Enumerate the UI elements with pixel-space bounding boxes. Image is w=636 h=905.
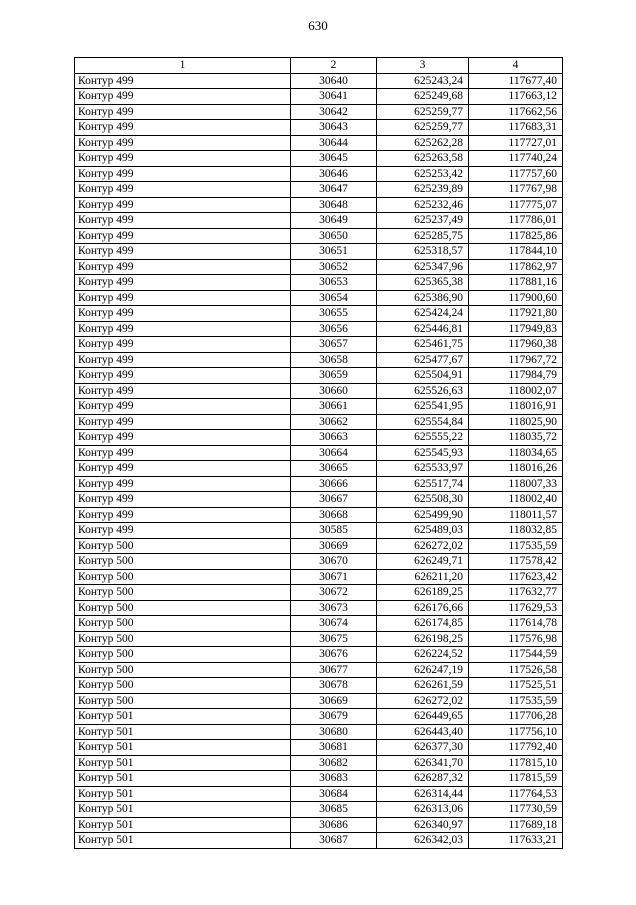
column-header-1: 1 bbox=[75, 58, 291, 74]
table-row bbox=[75, 368, 563, 384]
contour-name-cell: Контур 500 bbox=[75, 569, 291, 585]
y-coordinate-cell: 117767,98 bbox=[469, 182, 563, 198]
x-coordinate-cell: 626198,25 bbox=[377, 631, 469, 647]
table-row bbox=[75, 600, 563, 616]
x-coordinate-cell: 626189,25 bbox=[377, 585, 469, 601]
x-coordinate-cell: 626272,02 bbox=[377, 693, 469, 709]
y-coordinate-cell: 117535,59 bbox=[469, 538, 563, 554]
x-coordinate-cell: 625262,28 bbox=[377, 135, 469, 151]
table-row bbox=[75, 337, 563, 353]
x-coordinate-cell: 625232,46 bbox=[377, 197, 469, 213]
contour-name-cell: Контур 499 bbox=[75, 352, 291, 368]
x-coordinate-cell: 626247,19 bbox=[377, 662, 469, 678]
coordinates-table bbox=[74, 57, 563, 849]
x-coordinate-cell: 625545,93 bbox=[377, 445, 469, 461]
point-number-cell: 30663 bbox=[291, 430, 377, 446]
x-coordinate-cell: 626176,66 bbox=[377, 600, 469, 616]
table-body bbox=[75, 73, 563, 848]
contour-name-cell: Контур 499 bbox=[75, 290, 291, 306]
point-number-cell: 30682 bbox=[291, 755, 377, 771]
contour-name-cell: Контур 501 bbox=[75, 709, 291, 725]
y-coordinate-cell: 117900,60 bbox=[469, 290, 563, 306]
contour-name-cell: Контур 499 bbox=[75, 166, 291, 182]
contour-name-cell: Контур 499 bbox=[75, 445, 291, 461]
y-coordinate-cell: 118025,90 bbox=[469, 414, 563, 430]
y-coordinate-cell: 117623,42 bbox=[469, 569, 563, 585]
table-row bbox=[75, 290, 563, 306]
x-coordinate-cell: 626313,06 bbox=[377, 802, 469, 818]
point-number-cell: 30684 bbox=[291, 786, 377, 802]
table-row bbox=[75, 399, 563, 415]
y-coordinate-cell: 117535,59 bbox=[469, 693, 563, 709]
column-header-3: 3 bbox=[377, 58, 469, 74]
point-number-cell: 30660 bbox=[291, 383, 377, 399]
contour-name-cell: Контур 499 bbox=[75, 507, 291, 523]
x-coordinate-cell: 626342,03 bbox=[377, 833, 469, 849]
contour-name-cell: Контур 500 bbox=[75, 554, 291, 570]
x-coordinate-cell: 625508,30 bbox=[377, 492, 469, 508]
x-coordinate-cell: 626261,59 bbox=[377, 678, 469, 694]
contour-name-cell: Контур 501 bbox=[75, 802, 291, 818]
point-number-cell: 30651 bbox=[291, 244, 377, 260]
contour-name-cell: Контур 499 bbox=[75, 492, 291, 508]
y-coordinate-cell: 117683,31 bbox=[469, 120, 563, 136]
table-row bbox=[75, 166, 563, 182]
table-row bbox=[75, 306, 563, 322]
y-coordinate-cell: 117614,78 bbox=[469, 616, 563, 632]
point-number-cell: 30686 bbox=[291, 817, 377, 833]
x-coordinate-cell: 625489,03 bbox=[377, 523, 469, 539]
page-number: 630 bbox=[308, 18, 328, 33]
point-number-cell: 30687 bbox=[291, 833, 377, 849]
point-number-cell: 30655 bbox=[291, 306, 377, 322]
contour-name-cell: Контур 499 bbox=[75, 523, 291, 539]
table-row bbox=[75, 740, 563, 756]
x-coordinate-cell: 625517,74 bbox=[377, 476, 469, 492]
x-coordinate-cell: 625526,63 bbox=[377, 383, 469, 399]
table-header-row bbox=[75, 58, 563, 74]
table-row bbox=[75, 151, 563, 167]
x-coordinate-cell: 626287,32 bbox=[377, 771, 469, 787]
contour-name-cell: Контур 499 bbox=[75, 73, 291, 89]
contour-name-cell: Контур 501 bbox=[75, 724, 291, 740]
table-row bbox=[75, 833, 563, 849]
table-row bbox=[75, 786, 563, 802]
point-number-cell: 30675 bbox=[291, 631, 377, 647]
contour-name-cell: Контур 499 bbox=[75, 135, 291, 151]
x-coordinate-cell: 626341,70 bbox=[377, 755, 469, 771]
y-coordinate-cell: 117949,83 bbox=[469, 321, 563, 337]
x-coordinate-cell: 625499,90 bbox=[377, 507, 469, 523]
point-number-cell: 30641 bbox=[291, 89, 377, 105]
x-coordinate-cell: 625541,95 bbox=[377, 399, 469, 415]
point-number-cell: 30664 bbox=[291, 445, 377, 461]
contour-name-cell: Контур 499 bbox=[75, 228, 291, 244]
contour-name-cell: Контур 499 bbox=[75, 197, 291, 213]
table-row bbox=[75, 259, 563, 275]
table-row bbox=[75, 182, 563, 198]
contour-name-cell: Контур 499 bbox=[75, 461, 291, 477]
y-coordinate-cell: 117633,21 bbox=[469, 833, 563, 849]
table-row bbox=[75, 771, 563, 787]
x-coordinate-cell: 625424,24 bbox=[377, 306, 469, 322]
y-coordinate-cell: 117786,01 bbox=[469, 213, 563, 229]
point-number-cell: 30657 bbox=[291, 337, 377, 353]
table-row bbox=[75, 89, 563, 105]
x-coordinate-cell: 625285,75 bbox=[377, 228, 469, 244]
point-number-cell: 30640 bbox=[291, 73, 377, 89]
x-coordinate-cell: 626272,02 bbox=[377, 538, 469, 554]
x-coordinate-cell: 625237,49 bbox=[377, 213, 469, 229]
table-row bbox=[75, 120, 563, 136]
y-coordinate-cell: 118032,85 bbox=[469, 523, 563, 539]
x-coordinate-cell: 625259,77 bbox=[377, 120, 469, 136]
contour-name-cell: Контур 500 bbox=[75, 585, 291, 601]
y-coordinate-cell: 118002,07 bbox=[469, 383, 563, 399]
contour-name-cell: Контур 499 bbox=[75, 399, 291, 415]
table-row bbox=[75, 538, 563, 554]
table-row bbox=[75, 678, 563, 694]
x-coordinate-cell: 626377,30 bbox=[377, 740, 469, 756]
y-coordinate-cell: 117960,38 bbox=[469, 337, 563, 353]
x-coordinate-cell: 626314,44 bbox=[377, 786, 469, 802]
contour-name-cell: Контур 501 bbox=[75, 771, 291, 787]
table-row bbox=[75, 461, 563, 477]
point-number-cell: 30680 bbox=[291, 724, 377, 740]
point-number-cell: 30647 bbox=[291, 182, 377, 198]
contour-name-cell: Контур 500 bbox=[75, 647, 291, 663]
contour-name-cell: Контур 499 bbox=[75, 476, 291, 492]
point-number-cell: 30670 bbox=[291, 554, 377, 570]
contour-name-cell: Контур 499 bbox=[75, 321, 291, 337]
table-row bbox=[75, 662, 563, 678]
table-row bbox=[75, 414, 563, 430]
x-coordinate-cell: 626249,71 bbox=[377, 554, 469, 570]
table-row bbox=[75, 554, 563, 570]
contour-name-cell: Контур 501 bbox=[75, 817, 291, 833]
contour-name-cell: Контур 499 bbox=[75, 337, 291, 353]
y-coordinate-cell: 117576,98 bbox=[469, 631, 563, 647]
contour-name-cell: Контур 499 bbox=[75, 383, 291, 399]
contour-name-cell: Контур 499 bbox=[75, 89, 291, 105]
point-number-cell: 30665 bbox=[291, 461, 377, 477]
contour-name-cell: Контур 501 bbox=[75, 786, 291, 802]
y-coordinate-cell: 117757,60 bbox=[469, 166, 563, 182]
table-row bbox=[75, 321, 563, 337]
table-row bbox=[75, 647, 563, 663]
point-number-cell: 30656 bbox=[291, 321, 377, 337]
point-number-cell: 30669 bbox=[291, 538, 377, 554]
contour-name-cell: Контур 499 bbox=[75, 120, 291, 136]
table-row bbox=[75, 228, 563, 244]
x-coordinate-cell: 625263,58 bbox=[377, 151, 469, 167]
column-header-2: 2 bbox=[291, 58, 377, 74]
contour-name-cell: Контур 500 bbox=[75, 662, 291, 678]
x-coordinate-cell: 625253,42 bbox=[377, 166, 469, 182]
contour-name-cell: Контур 499 bbox=[75, 104, 291, 120]
x-coordinate-cell: 625554,84 bbox=[377, 414, 469, 430]
y-coordinate-cell: 117727,01 bbox=[469, 135, 563, 151]
table-row bbox=[75, 244, 563, 260]
y-coordinate-cell: 117792,40 bbox=[469, 740, 563, 756]
table-row bbox=[75, 616, 563, 632]
contour-name-cell: Контур 499 bbox=[75, 275, 291, 291]
table-row bbox=[75, 430, 563, 446]
table-row bbox=[75, 755, 563, 771]
contour-name-cell: Контур 500 bbox=[75, 616, 291, 632]
x-coordinate-cell: 626174,85 bbox=[377, 616, 469, 632]
point-number-cell: 30667 bbox=[291, 492, 377, 508]
table-row bbox=[75, 507, 563, 523]
table-row bbox=[75, 135, 563, 151]
y-coordinate-cell: 117740,24 bbox=[469, 151, 563, 167]
y-coordinate-cell: 117862,97 bbox=[469, 259, 563, 275]
point-number-cell: 30643 bbox=[291, 120, 377, 136]
contour-name-cell: Контур 499 bbox=[75, 259, 291, 275]
column-header-4: 4 bbox=[469, 58, 563, 74]
y-coordinate-cell: 117663,12 bbox=[469, 89, 563, 105]
x-coordinate-cell: 626340,97 bbox=[377, 817, 469, 833]
table-row bbox=[75, 383, 563, 399]
point-number-cell: 30649 bbox=[291, 213, 377, 229]
table-row bbox=[75, 492, 563, 508]
table-row bbox=[75, 802, 563, 818]
table-row bbox=[75, 476, 563, 492]
table-row bbox=[75, 197, 563, 213]
table-row bbox=[75, 817, 563, 833]
y-coordinate-cell: 117730,59 bbox=[469, 802, 563, 818]
point-number-cell: 30671 bbox=[291, 569, 377, 585]
table-row bbox=[75, 523, 563, 539]
point-number-cell: 30681 bbox=[291, 740, 377, 756]
contour-name-cell: Контур 500 bbox=[75, 600, 291, 616]
table-row bbox=[75, 104, 563, 120]
x-coordinate-cell: 625239,89 bbox=[377, 182, 469, 198]
y-coordinate-cell: 118011,57 bbox=[469, 507, 563, 523]
contour-name-cell: Контур 499 bbox=[75, 414, 291, 430]
y-coordinate-cell: 117526,58 bbox=[469, 662, 563, 678]
y-coordinate-cell: 117662,56 bbox=[469, 104, 563, 120]
y-coordinate-cell: 118016,91 bbox=[469, 399, 563, 415]
y-coordinate-cell: 117844,10 bbox=[469, 244, 563, 260]
x-coordinate-cell: 625347,96 bbox=[377, 259, 469, 275]
point-number-cell: 30654 bbox=[291, 290, 377, 306]
y-coordinate-cell: 117815,10 bbox=[469, 755, 563, 771]
point-number-cell: 30676 bbox=[291, 647, 377, 663]
point-number-cell: 30683 bbox=[291, 771, 377, 787]
x-coordinate-cell: 625243,24 bbox=[377, 73, 469, 89]
point-number-cell: 30653 bbox=[291, 275, 377, 291]
table-row bbox=[75, 569, 563, 585]
y-coordinate-cell: 118035,72 bbox=[469, 430, 563, 446]
table-row bbox=[75, 445, 563, 461]
y-coordinate-cell: 117677,40 bbox=[469, 73, 563, 89]
point-number-cell: 30585 bbox=[291, 523, 377, 539]
y-coordinate-cell: 117967,72 bbox=[469, 352, 563, 368]
point-number-cell: 30645 bbox=[291, 151, 377, 167]
point-number-cell: 30674 bbox=[291, 616, 377, 632]
x-coordinate-cell: 625555,22 bbox=[377, 430, 469, 446]
x-coordinate-cell: 626443,40 bbox=[377, 724, 469, 740]
point-number-cell: 30679 bbox=[291, 709, 377, 725]
point-number-cell: 30685 bbox=[291, 802, 377, 818]
contour-name-cell: Контур 500 bbox=[75, 631, 291, 647]
point-number-cell: 30650 bbox=[291, 228, 377, 244]
table-row bbox=[75, 724, 563, 740]
y-coordinate-cell: 117632,77 bbox=[469, 585, 563, 601]
table-row bbox=[75, 275, 563, 291]
table-row bbox=[75, 693, 563, 709]
point-number-cell: 30661 bbox=[291, 399, 377, 415]
x-coordinate-cell: 625318,57 bbox=[377, 244, 469, 260]
table-row bbox=[75, 73, 563, 89]
point-number-cell: 30652 bbox=[291, 259, 377, 275]
x-coordinate-cell: 625477,67 bbox=[377, 352, 469, 368]
y-coordinate-cell: 117706,28 bbox=[469, 709, 563, 725]
x-coordinate-cell: 625386,90 bbox=[377, 290, 469, 306]
contour-name-cell: Контур 501 bbox=[75, 833, 291, 849]
contour-name-cell: Контур 500 bbox=[75, 538, 291, 554]
point-number-cell: 30668 bbox=[291, 507, 377, 523]
contour-name-cell: Контур 500 bbox=[75, 678, 291, 694]
contour-name-cell: Контур 499 bbox=[75, 306, 291, 322]
point-number-cell: 30648 bbox=[291, 197, 377, 213]
point-number-cell: 30646 bbox=[291, 166, 377, 182]
x-coordinate-cell: 626224,52 bbox=[377, 647, 469, 663]
point-number-cell: 30677 bbox=[291, 662, 377, 678]
point-number-cell: 30642 bbox=[291, 104, 377, 120]
y-coordinate-cell: 117815,59 bbox=[469, 771, 563, 787]
point-number-cell: 30644 bbox=[291, 135, 377, 151]
y-coordinate-cell: 117881,16 bbox=[469, 275, 563, 291]
y-coordinate-cell: 117764,53 bbox=[469, 786, 563, 802]
table-row bbox=[75, 709, 563, 725]
x-coordinate-cell: 625461,75 bbox=[377, 337, 469, 353]
contour-name-cell: Контур 500 bbox=[75, 693, 291, 709]
y-coordinate-cell: 117525,51 bbox=[469, 678, 563, 694]
point-number-cell: 30678 bbox=[291, 678, 377, 694]
x-coordinate-cell: 625259,77 bbox=[377, 104, 469, 120]
x-coordinate-cell: 626211,20 bbox=[377, 569, 469, 585]
y-coordinate-cell: 117578,42 bbox=[469, 554, 563, 570]
contour-name-cell: Контур 501 bbox=[75, 740, 291, 756]
point-number-cell: 30666 bbox=[291, 476, 377, 492]
y-coordinate-cell: 118007,33 bbox=[469, 476, 563, 492]
y-coordinate-cell: 117921,80 bbox=[469, 306, 563, 322]
x-coordinate-cell: 625249,68 bbox=[377, 89, 469, 105]
y-coordinate-cell: 117689,18 bbox=[469, 817, 563, 833]
contour-name-cell: Контур 499 bbox=[75, 430, 291, 446]
contour-name-cell: Контур 499 bbox=[75, 244, 291, 260]
point-number-cell: 30673 bbox=[291, 600, 377, 616]
table-row bbox=[75, 585, 563, 601]
x-coordinate-cell: 625365,38 bbox=[377, 275, 469, 291]
y-coordinate-cell: 118034,65 bbox=[469, 445, 563, 461]
contour-name-cell: Контур 499 bbox=[75, 151, 291, 167]
y-coordinate-cell: 117756,10 bbox=[469, 724, 563, 740]
y-coordinate-cell: 117775,07 bbox=[469, 197, 563, 213]
y-coordinate-cell: 118002,40 bbox=[469, 492, 563, 508]
point-number-cell: 30659 bbox=[291, 368, 377, 384]
point-number-cell: 30658 bbox=[291, 352, 377, 368]
contour-name-cell: Контур 499 bbox=[75, 213, 291, 229]
table-row bbox=[75, 213, 563, 229]
y-coordinate-cell: 117629,53 bbox=[469, 600, 563, 616]
contour-name-cell: Контур 501 bbox=[75, 755, 291, 771]
point-number-cell: 30672 bbox=[291, 585, 377, 601]
table-row bbox=[75, 631, 563, 647]
contour-name-cell: Контур 499 bbox=[75, 182, 291, 198]
point-number-cell: 30662 bbox=[291, 414, 377, 430]
y-coordinate-cell: 118016,26 bbox=[469, 461, 563, 477]
y-coordinate-cell: 117544,59 bbox=[469, 647, 563, 663]
x-coordinate-cell: 625533,97 bbox=[377, 461, 469, 477]
table-row bbox=[75, 352, 563, 368]
y-coordinate-cell: 117825,86 bbox=[469, 228, 563, 244]
y-coordinate-cell: 117984,79 bbox=[469, 368, 563, 384]
point-number-cell: 30669 bbox=[291, 693, 377, 709]
contour-name-cell: Контур 499 bbox=[75, 368, 291, 384]
x-coordinate-cell: 626449,65 bbox=[377, 709, 469, 725]
x-coordinate-cell: 625504,91 bbox=[377, 368, 469, 384]
x-coordinate-cell: 625446,81 bbox=[377, 321, 469, 337]
